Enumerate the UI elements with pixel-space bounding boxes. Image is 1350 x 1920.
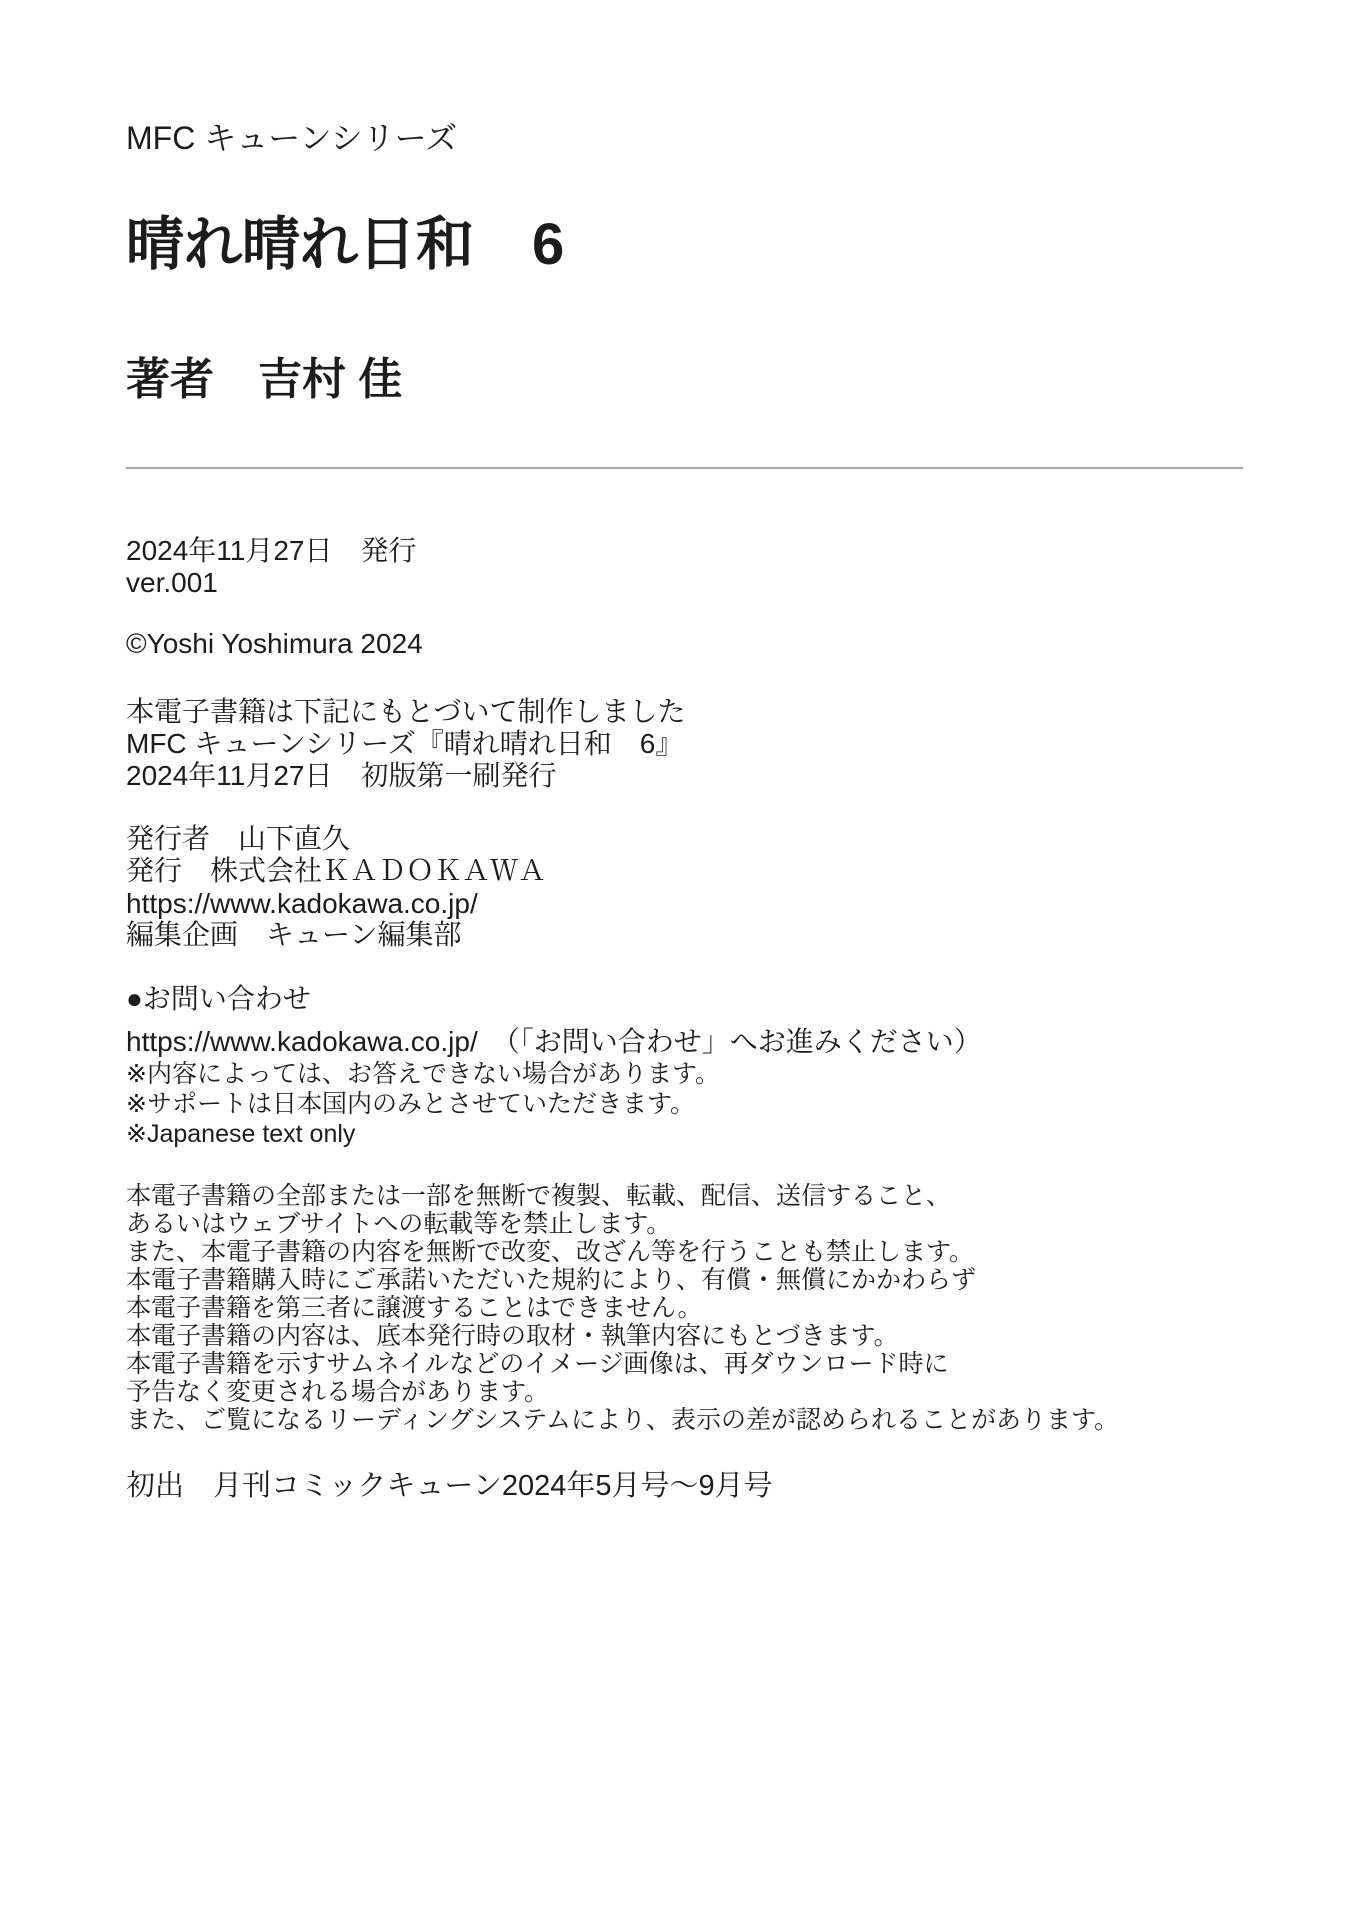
divider [126,467,1243,469]
legal-line: 本電子書籍購入時にご承諾いただいた規約により、有償・無償にかかわらず [126,1266,977,1294]
contact-note: ※内容によっては、お答えできない場合があります。 [126,1060,720,1088]
contact-note: ※サポートは日本国内のみとさせていただきます。 [126,1090,695,1118]
version-label: ver.001 [126,567,218,598]
legal-line: 本電子書籍を示すサムネイルなどのイメージ画像は、再ダウンロード時に [126,1350,949,1378]
contact-heading: ●お問い合わせ [126,983,311,1014]
book-title: 晴れ晴れ日和 6 [126,212,565,277]
legal-line: 本電子書籍の全部または一部を無断で複製、転載、配信、送信すること、 [126,1182,952,1210]
source-intro: 本電子書籍は下記にもとづいて制作しました [126,696,686,727]
legal-line: また、ご覧になるリーディングシステムにより、表示の差が認められることがあります。 [126,1406,1120,1434]
series-label: MFC キューンシリーズ [126,120,458,156]
publisher-url: https://www.kadokawa.co.jp/ [126,888,478,919]
legal-line: あるいはウェブサイトへの転載等を禁止します。 [126,1210,672,1238]
contact-note: ※Japanese text only [126,1120,356,1148]
legal-line: 本電子書籍を第三者に譲渡することはできません。 [126,1294,703,1322]
publisher-person: 発行者 山下直久 [126,823,351,854]
legal-line: 本電子書籍の内容は、底本発行時の取材・執筆内容にもとづきます。 [126,1322,899,1350]
publisher-company: 発行 株式会社ＫＡＤＯＫＡＷＡ [126,855,547,886]
source-print-date: 2024年11月27日 初版第一刷発行 [126,760,557,791]
legal-line: また、本電子書籍の内容を無断で改変、改ざん等を行うことも禁止します。 [126,1238,975,1266]
source-series-title: MFC キューンシリーズ『晴れ晴れ日和 6』 [126,728,684,759]
first-publication-line: 初出 月刊コミックキューン2024年5月号～9月号 [126,1470,773,1502]
publication-date: 2024年11月27日 発行 [126,535,417,566]
legal-line: 予告なく変更される場合があります。 [126,1378,550,1406]
author-line: 著者 吉村 佳 [126,355,403,404]
editorial-line: 編集企画 キューン編集部 [126,919,462,950]
contact-url-line: https://www.kadokawa.co.jp/ （「お問い合わせ」へお進みください） [126,1026,982,1057]
copyright-notice: ©Yoshi Yoshimura 2024 [126,628,423,659]
